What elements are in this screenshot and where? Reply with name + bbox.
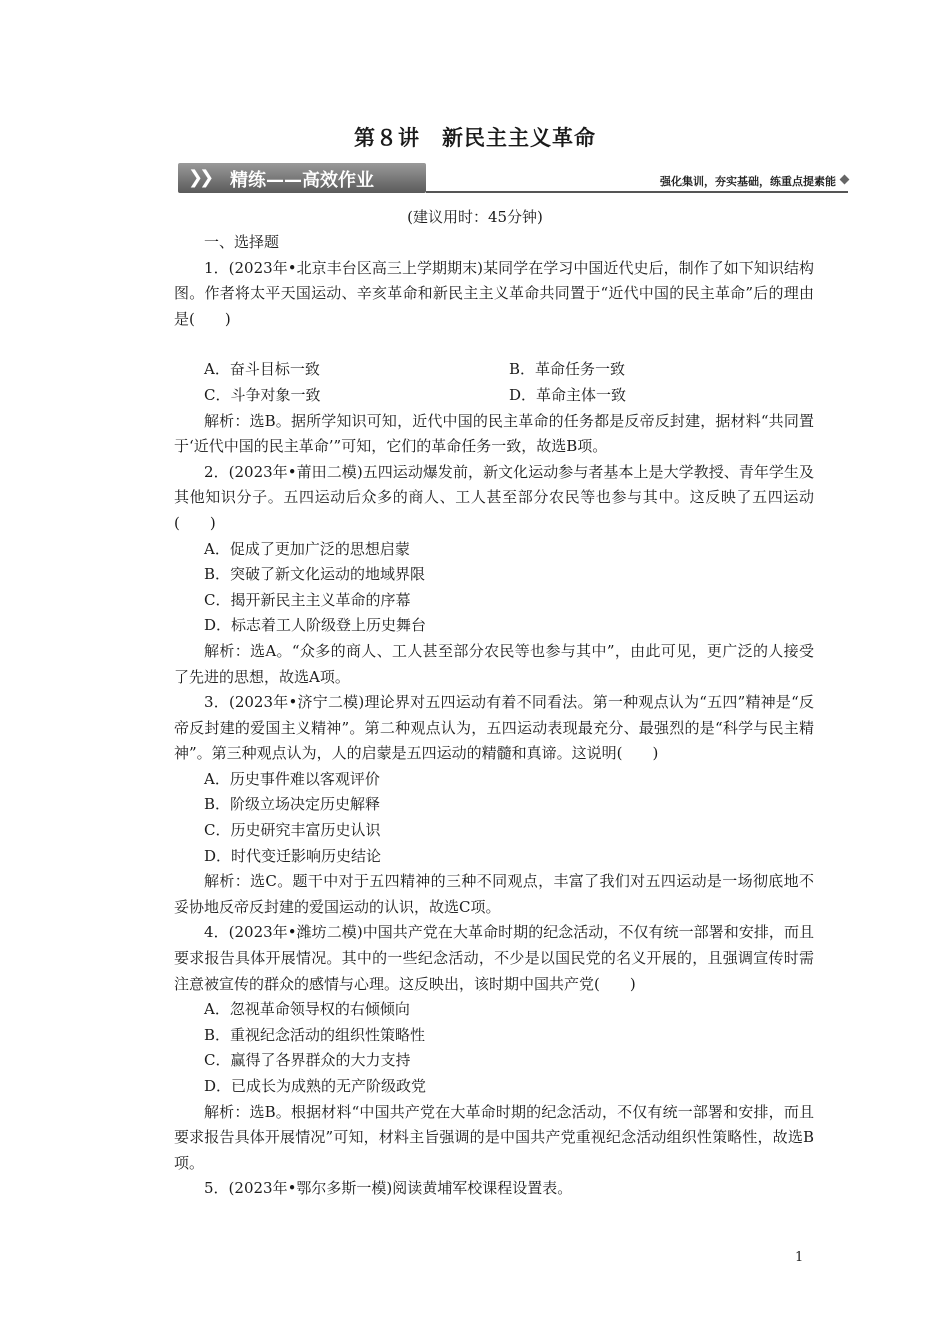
option: C．赢得了各界群众的大力支持 bbox=[204, 1051, 411, 1070]
question-3-stem: 3．(2023年•济宁二模)理论界对五四运动有着不同看法。第一种观点认为“五四”精神是“反帝反封建的爱国主义精神”。第二种观点认为，五四运动表现最充分、最强烈的是“科学与民主精神”。第三种观点认为，人的启蒙是五四运动的精髓和真谛。这说明( ) bbox=[174, 693, 814, 763]
question-2-stem: 2．(2023年•莆田二模)五四运动爆发前，新文化运动参与者基本上是大学教授、青年学生及其他知识分子。五四运动后众多的商人、工人甚至部分农民等也参与其中。这反映了五四运动( ) bbox=[174, 462, 814, 532]
question-3-analysis: 解析：选C。题干中对于五四精神的三种不同观点，丰富了我们对五四运动是一场彻底地不妥协地反帝反封建的爱国运动的认识，故选C项。 bbox=[174, 872, 814, 916]
question-2-analysis: 解析：选A。“众多的商人、工人甚至部分农民等也参与其中”，由此可见，更广泛的人接受了先进的思想，故选A项。 bbox=[174, 641, 814, 686]
page-title: 第８讲 新民主主义革命 bbox=[354, 126, 596, 150]
option: D．时代变迁影响历史结论 bbox=[204, 846, 382, 865]
chevron-right-icon: ❯❯ bbox=[188, 167, 211, 188]
banner-left-text: 精练——高效作业 bbox=[230, 170, 374, 191]
option: D．已成长为成熟的无产阶级政党 bbox=[204, 1077, 427, 1095]
banner-right-text: 强化集训，夯实基础，练重点提素能 bbox=[660, 175, 836, 188]
option: B．突破了新文化运动的地域界限 bbox=[204, 565, 426, 584]
option: B．阶级立场决定历史解释 bbox=[204, 795, 381, 814]
question-5-stem: 5．(2023年•鄂尔多斯一模)阅读黄埔军校课程设置表。 bbox=[204, 1179, 573, 1198]
option: D．革命主体一致 bbox=[509, 385, 627, 404]
question-4-analysis: 解析：选B。根据材料“中国共产党在大革命时期的纪念活动，不仅有统一部署和安排，而且要求报告具体开展情况”可知，材料主旨强调的是中国共产党重视纪念活动组织性策略性，故选B项。 bbox=[174, 1102, 814, 1172]
questions bbox=[174, 230, 814, 1202]
question-1-options-row-2 bbox=[174, 383, 814, 409]
option: B．重视纪念活动的组织性策略性 bbox=[204, 1025, 426, 1044]
option: D．标志着工人阶级登上历史舞台 bbox=[204, 616, 427, 635]
question-1-analysis: 解析：选B。据所学知识可知，近代中国的民主革命的任务都是反帝反封建，据材料“共同置于‘近代中国的民主革命’”可知，它们的革命任务一致，故选B项。 bbox=[174, 411, 814, 456]
option: C．历史研究丰富历史认识 bbox=[204, 821, 381, 840]
time-note: (建议用时：45分钟) bbox=[407, 208, 543, 226]
banner-bar bbox=[178, 163, 426, 193]
question-1-stem: 1．(2023年•北京丰台区高三上学期期末)某同学在学习中国近代史后，制作了如下知识结构图。作者将太平天国运动、辛亥革命和新民主主义革命共同置于“近代中国的民主革命”后的理由是( ) bbox=[174, 258, 814, 328]
option: A．忽视革命领导权的右倾倾向 bbox=[204, 1000, 410, 1019]
diamond-icon bbox=[840, 175, 850, 185]
option: A．历史事件难以客观评价 bbox=[204, 769, 380, 788]
option: A．奋斗目标一致 bbox=[204, 360, 320, 379]
section-heading: 一、选择题 bbox=[204, 233, 280, 251]
option: A．促成了更加广泛的思想启蒙 bbox=[204, 539, 410, 558]
section-banner bbox=[178, 163, 848, 193]
page-number: 1 bbox=[795, 1250, 804, 1265]
question-4-stem: 4．(2023年•潍坊二模)中国共产党在大革命时期的纪念活动，不仅有统一部署和安排，而且要求报告具体开展情况。其中的一些纪念活动，不少是以国民党的名义开展的，且强调宣传时需注意被宣传的群众的感情与心理。这反映出，该时期中国共产党( ) bbox=[174, 923, 814, 993]
banner-underline bbox=[426, 191, 848, 193]
diagram-space bbox=[174, 332, 814, 357]
option: C．斗争对象一致 bbox=[204, 385, 321, 404]
question-1-options-row-1 bbox=[174, 357, 814, 383]
option: C．揭开新民主主义革命的序幕 bbox=[204, 590, 411, 609]
option: B．革命任务一致 bbox=[509, 360, 626, 379]
